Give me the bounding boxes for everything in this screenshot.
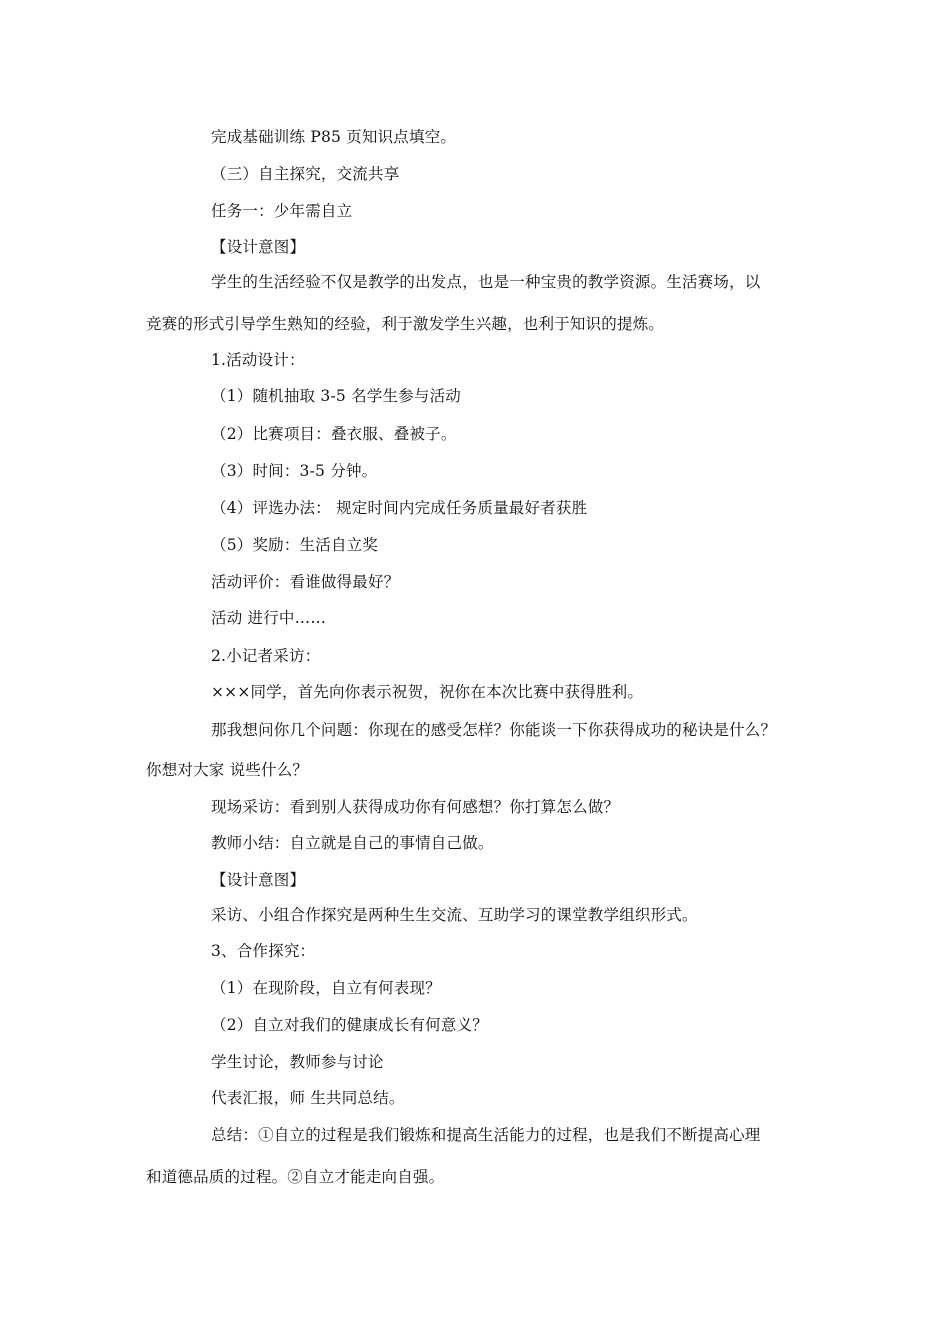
text-line: 你想对大家 说些什么？ xyxy=(146,761,309,779)
text-line: 现场采访：看到别人获得成功你有何感想？你打算怎么做？ xyxy=(211,798,620,816)
summary-text: 和道德品质的过程。②自立才能走向自强。 xyxy=(146,1168,445,1186)
list-item: （1）随机抽取 3-5 名学生参与活动 xyxy=(211,387,461,405)
text-line: 采访、小组合作探究是两种生生交流、互助学习的课堂教学组织形式。 xyxy=(211,906,698,924)
text-line: 那我想问你几个问题：你现在的感受怎样？你能谈一下你获得成功的秘诀是什么？ xyxy=(211,721,777,739)
text-line: 学生讨论，教师参与讨论 xyxy=(211,1053,384,1071)
subheading: 2.小记者采访： xyxy=(211,647,321,665)
text-line: 完成基础训练 P85 页知识点填空。 xyxy=(211,128,457,146)
section-heading: （三）自主探究，交流共享 xyxy=(211,165,400,183)
subheading: 1.活动设计： xyxy=(211,351,305,369)
list-item: （3）时间：3-5 分钟。 xyxy=(211,462,378,480)
list-item: （4）评选办法： 规定时间内完成任务质量最好者获胜 xyxy=(211,499,588,517)
list-item: （2）比赛项目：叠衣服、叠被子。 xyxy=(211,425,457,443)
text-line: 代表汇报，师 生共同总结。 xyxy=(211,1089,405,1107)
text-line: 教师小结：自立就是自己的事情自己做。 xyxy=(211,834,494,852)
design-intent-label: 【设计意图】 xyxy=(211,238,306,256)
list-item: （2）自立对我们的健康成长有何意义？ xyxy=(211,1016,488,1034)
text-line: 学生的生活经验不仅是教学的出发点，也是一种宝贵的教学资源。生活赛场，以 xyxy=(211,273,761,291)
design-intent-label: 【设计意图】 xyxy=(211,871,306,889)
summary-text: 总结：①自立的过程是我们锻炼和提高生活能力的过程，也是我们不断提高心理 xyxy=(211,1126,761,1144)
task-heading: 任务一：少年需自立 xyxy=(211,202,353,220)
subheading: 3、合作探究： xyxy=(211,942,316,960)
text-line: ×××同学，首先向你表示祝贺，祝你在本次比赛中获得胜利。 xyxy=(211,683,644,701)
text-line: 活动评价：看谁做得最好？ xyxy=(211,573,400,591)
list-item: （5）奖励：生活自立奖 xyxy=(211,536,379,554)
text-line: 竞赛的形式引导学生熟知的经验，利于激发学生兴趣，也利于知识的提炼。 xyxy=(146,315,665,333)
list-item: （1）在现阶段，自立有何表现？ xyxy=(211,979,441,997)
text-line: 活动 进行中…… xyxy=(211,609,327,627)
